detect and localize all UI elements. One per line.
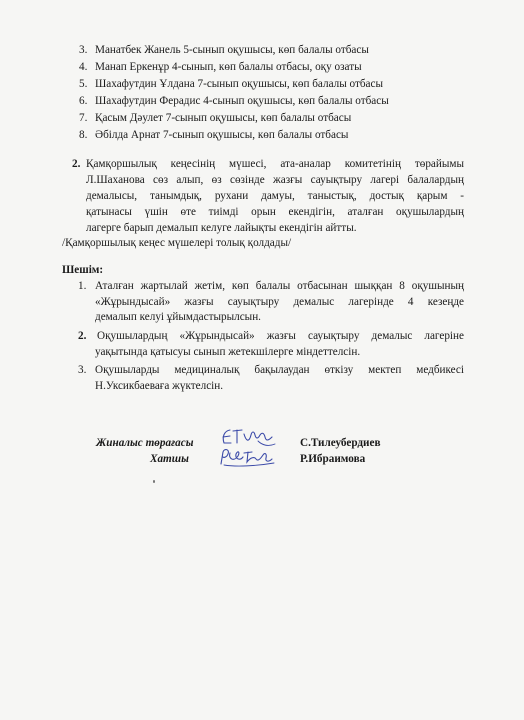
secretary-label: Хатшы	[150, 453, 189, 465]
secretary-signature	[216, 444, 278, 470]
decision-number: 3.	[78, 364, 87, 376]
list-number: 4.	[79, 61, 88, 73]
list-item: Әбілда Арнат 7-сынып оқушысы, көп балалы отбасы	[95, 129, 349, 141]
list-item: Манап Еркенұр 4-сынып, көп балалы отбасы, оқу озаты	[95, 61, 362, 73]
list-number: 6.	[79, 95, 88, 107]
decision-line: демалып келуі ұйымдастырылсын.	[95, 311, 261, 323]
decision-number: 2.	[78, 330, 87, 342]
list-item: Манатбек Жанель 5-сынып оқушысы, көп балалы отбасы	[95, 44, 369, 56]
decision-line: Аталған жартылай жетім, көп балалы отбасынан шыққан 8 оқушының	[95, 280, 464, 292]
paragraph-number: 2.	[72, 158, 81, 170]
support-note: /Қамқоршылық кеңес мүшелері толық қолдады/	[62, 237, 292, 249]
list-item: Шахафутдин Ферадис 4-сынып оқушысы, көп балалы отбасы	[95, 95, 389, 107]
paragraph-line: Л.Шаханова сөз алып, өз сөзінде жазғы сауықтыру лагері балалардың	[86, 174, 464, 186]
decision-line: Оқушыларды медициналық бақылаудан өткізу мектеп медбикесі	[95, 364, 464, 376]
decision-line: Н.Уксикбаеваға жүктелсін.	[95, 380, 224, 392]
decision-line: уақытында қатысуы сынып жетекшілерге міндеттелсін.	[95, 346, 361, 358]
decision-line: Оқушылардың «Жұрындысай» жазғы сауықтыру демалыс лагеріне	[97, 330, 464, 342]
chair-label: Жиналыс төрағасы	[96, 437, 194, 449]
secretary-name: Р.Ибраимова	[300, 453, 366, 465]
list-number: 5.	[79, 78, 88, 90]
list-number: 3.	[79, 44, 88, 56]
list-item: Қасым Дәулет 7-сынып оқушысы, көп балалы отбасы	[95, 112, 352, 124]
decision-heading: Шешім:	[62, 264, 104, 276]
decision-line: «Жұрындысай» жазғы сауықтыру демалыс лагерінде 4 кезеңде	[95, 296, 464, 308]
chair-name: С.Тилеубердиев	[300, 437, 381, 449]
paragraph-line: Қамқоршылық кеңесінің мүшесі, ата-аналар комитетінің төрайымы	[86, 158, 464, 170]
list-number: 7.	[79, 112, 88, 124]
decision-number: 1.	[78, 280, 87, 292]
list-number: 8.	[79, 129, 88, 141]
list-item: Шахафутдин Ұлдана 7-сынып оқушысы, көп балалы отбасы	[95, 78, 384, 90]
paragraph-line: қатынасы үшін өте тиімді орын екендігін, аталған оқушылардың	[86, 206, 464, 218]
paragraph-line: лагерге барып демалып келуге лайықты екендігін айтты.	[86, 222, 357, 234]
paragraph-line: демалысы, танымдық, рухани дамуы, таныстық, достық қарым -	[86, 190, 464, 202]
scan-speck	[153, 480, 155, 483]
